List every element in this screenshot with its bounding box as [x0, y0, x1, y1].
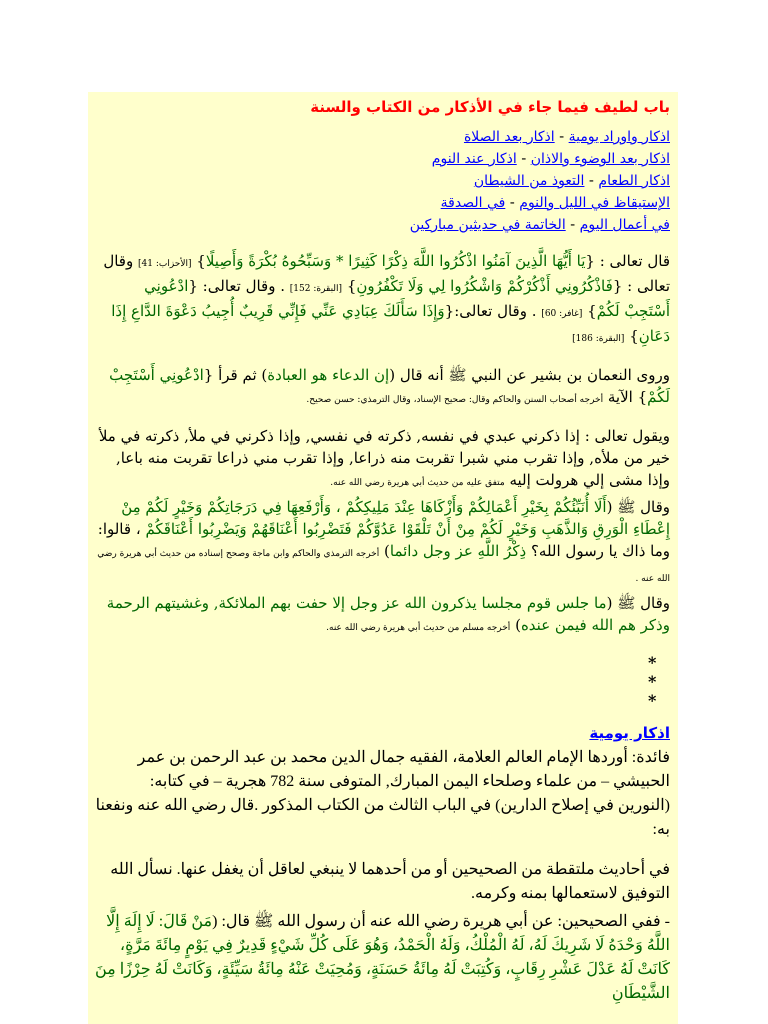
text: }: [629, 327, 639, 345]
text: وقال ﷺ (: [606, 498, 670, 516]
text: }: [346, 277, 357, 295]
verse-reference: [البقرة: 152]: [289, 284, 343, 294]
separator: -: [570, 217, 576, 233]
hadith-paragraph: [94, 592, 670, 639]
link-conclusion[interactable]: الخاتمة في حديثين مباركين: [409, 217, 566, 233]
text: وقال تعالى : {: [103, 252, 670, 295]
hadith-quote: أَلَا أُنَبِّئُكُمْ بِخَيْرِ أَعْمَالِكُمْ وَأَزْكَاهَا عِنْدَ مَلِيكِكُمْ ، وَأَرْفَعِهَا فِي دَرَجَاتِكُمْ وَخَيْرٍ لَكُمْ مِنْ إِعْطَاءِ الْوَرِقِ وَالذَّهَبِ وَخَيْرٍ لَكُمْ مِنْ أَنْ تَلْقَوْا عَدُوَّكُمْ فَتَضْرِبُوا أَعْنَاقَهُمْ وَيَضْرِبُوا أَعْنَاقَكُمْ: [121, 498, 670, 538]
text: } الآية: [607, 388, 648, 406]
text: ويقول تعالى : إذا ذكرني عبدي في نفسه, ذكرته في نفسي, وإذا ذكرني في ملأ, ذكرته في ملأ خير من ملأه, وإذا تقرب مني شبرا تقربت منه ذراعا, وإذا تقرب مني ذراعا تقربت منه باعا, وإذا مشى إلي هرولت إليه: [98, 427, 670, 489]
link-charity[interactable]: في الصدقة: [440, 195, 506, 211]
hadith-qudsi-paragraph: [94, 425, 670, 494]
verse-reference: [البقرة: 186]: [572, 334, 625, 344]
page-title: باب لطيف فيما جاء في الأذكار من الكتاب والسنة: [310, 98, 670, 116]
hadith-source: أخرجه أصحاب السنن والحاكم وقال: صحيح الإسناد، وقال الترمذي: حسن صحيح.: [306, 395, 604, 405]
text: وقال ﷺ (: [606, 594, 670, 612]
link-after-prayer[interactable]: اذكار بعد الصلاة: [463, 129, 555, 145]
text: وروى النعمان بن بشير عن النبي ﷺ أنه قال (: [389, 366, 670, 384]
intro-paragraph: فائدة: أوردها الإمام العالم العلامة، الفقيه جمال الدين محمد بن عبد الرحمن بن عمر الحبيشي – من علماء وصلحاء اليمن المبارك, المتوفى سنة 782 هجرية – في كتابه: (النورين في إصلاح الدارين) في الباب الثالث من الكتاب المذكور .قال رضي الله عنه ونفعنا به:: [95, 749, 670, 838]
hadith-source: أخرجه الترمذي والحاكم وابن ماجة وصحح إسناده من حديث أبي هريرة رضي الله عنه .: [97, 549, 670, 584]
link-row: [88, 126, 670, 148]
section-heading: [88, 724, 670, 742]
text: }: [196, 252, 206, 270]
verse: يَا أَيُّهَا الَّذِينَ آمَنُوا اذْكُرُوا اللَّهَ ذِكْرًا كَثِيرًا * وَسَبِّحُوهُ بُكْرَةً وَأَصِيلًا: [205, 252, 586, 270]
hadith-quote: ذِكْرُ اللَّهِ عز وجل دائما: [389, 542, 527, 560]
separator: -: [559, 129, 565, 145]
topic-links: [88, 126, 670, 236]
section-anchor-link[interactable]: اذكار يومية: [589, 724, 670, 742]
text: ، قالوا: وما ذاك يا رسول الله؟: [97, 520, 670, 560]
hadith-quote: إن الدعاء هو العبادة: [267, 366, 390, 384]
text: ): [515, 616, 521, 634]
link-before-sleep[interactable]: اذكار عند النوم: [431, 151, 517, 167]
hadith-quote: ما جلس قوم مجلسا يذكرون الله عز وجل إلا حفت بهم الملائكة, وغشيتهم الرحمة وذكر هم الله فيمن عنده: [106, 594, 670, 634]
link-seeking-refuge[interactable]: التعوذ من الشيطان: [473, 173, 585, 189]
verse-reference: [غافر: 60]: [541, 309, 583, 319]
intro-paragraph: في أحاديث ملتقطة من الصحيحين أو من أحدهما لا ينبغي لعاقل أن يغفل عنها. نسأل الله التوفيق لاستعمالها بمنه وكرمه.: [110, 861, 670, 902]
section-divider: * * *: [648, 653, 667, 710]
link-daily-deeds[interactable]: في أعمال اليوم: [579, 217, 670, 233]
verse: وَإِذَا سَأَلَكَ عِبَادِي عَنِّي فَإِنِّي قَرِيبٌ أُجِيبُ دَعْوَةَ الدَّاعِ إِذَا دَعَانِ: [111, 302, 670, 345]
text: . وقال تعالى: {: [188, 277, 285, 295]
separator: -: [509, 195, 515, 211]
verse: فَاذْكُرُونِي أَذْكُرْكُمْ وَاشْكُرُوا لِي وَلَا تَكْفُرُونِ: [356, 277, 613, 295]
document-page: [88, 92, 678, 1024]
hadith-source: متفق عليه من حديث أبي هريرة رضي الله عنه.: [330, 478, 505, 488]
hadith-quote: مَنْ قَالَ: لَا إِلَهَ إِلَّا اللَّهُ وَحْدَهُ لَا شَرِيكَ لَهُ، لَهُ الْمُلْكُ، وَلَهُ الْحَمْدُ، وَهُوَ عَلَى كُلِّ شَيْءٍ قَدِيرٌ فِي يَوْمٍ مِائَةَ مَرَّةٍ، كَانَتْ لَهُ عَدْلَ عَشْرِ رِقَابٍ، وَكُتِبَتْ لَهُ مِائَةُ حَسَنَةٍ، وَمُحِيَتْ عَنْهُ مِائَةُ سَيِّئَةٍ، وَكَانَتْ لَهُ حِرْزًا مِنَ الشَّيْطَانِ: [94, 913, 670, 1002]
link-waking-night[interactable]: الإستيقاظ في الليل والنوم: [519, 195, 670, 211]
text: قال تعالى : {: [585, 252, 670, 270]
text: }: [587, 302, 597, 320]
text: ) ثم قرأ {: [203, 366, 268, 384]
link-row: [88, 170, 670, 192]
separator: -: [521, 151, 527, 167]
text: ): [384, 542, 390, 560]
quran-verses-paragraph: [94, 250, 670, 350]
link-food-adhkar[interactable]: اذكار الطعام: [598, 173, 670, 189]
link-row: [88, 148, 670, 170]
hadith-paragraph: [94, 364, 670, 411]
hadith-source: أخرجه مسلم من حديث أبي هريرة رضي الله عنه.: [326, 623, 511, 633]
text: - ففي الصحيحين: عن أبي هريرة رضي الله عنه أن رسول الله ﷺ قال: (: [212, 913, 670, 930]
verse: ادْعُونِي أَسْتَجِبْ لَكُمْ: [144, 277, 670, 320]
link-row: [88, 192, 670, 214]
text: . وقال تعالى:{: [444, 302, 537, 320]
verse: ادْعُونِي أَسْتَجِبْ لَكُمْ: [109, 366, 670, 406]
hadith-paragraph: [94, 496, 670, 590]
link-row: [88, 214, 670, 236]
hadith-paragraph: [94, 910, 670, 1006]
link-after-wudu[interactable]: اذكار بعد الوضوء والاذان: [530, 151, 670, 167]
separator: -: [588, 173, 594, 189]
link-daily-adhkar[interactable]: اذكار واوراد يومية: [568, 129, 670, 145]
verse-reference: [الأحزاب: 41]: [138, 259, 192, 269]
